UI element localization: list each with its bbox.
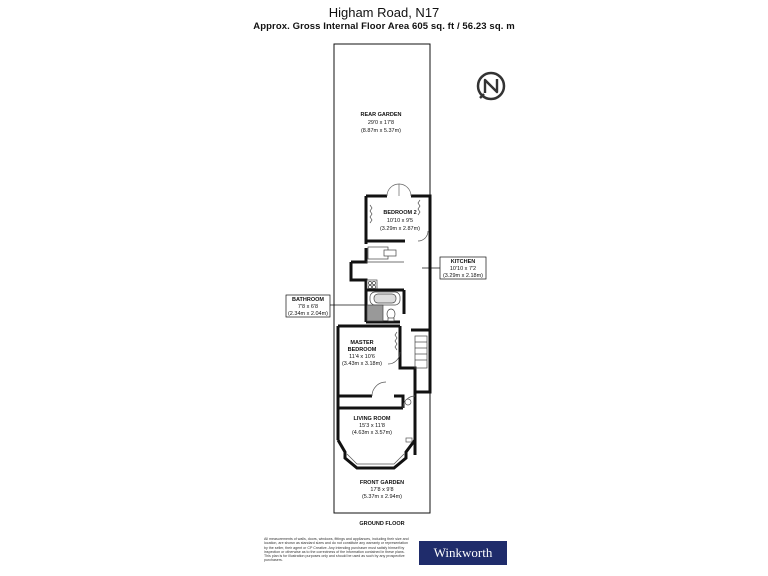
living-room-dims-imperial: 15'3 x 11'8 [359, 423, 385, 429]
north-arrow-icon [478, 73, 504, 99]
master-bedroom-name-line1: MASTER [350, 340, 374, 346]
rear-side-walls [415, 330, 430, 392]
kitchen-fixtures [366, 247, 404, 290]
plan-title: Higham Road, N17 [328, 5, 440, 20]
staircase [415, 336, 427, 368]
plan-subtitle: Approx. Gross Internal Floor Area 605 sq. ft / 56.23 sq. m [253, 21, 515, 32]
master-bedroom-walls [338, 326, 415, 408]
front-garden-dims-metric: (5.37m x 2.94m) [361, 494, 403, 500]
bedroom2-dims-imperial: 10'10 x 9'5 [386, 218, 414, 224]
bathroom-fixtures [367, 292, 400, 321]
front-garden-name: FRONT GARDEN [359, 480, 405, 486]
disclaimer-text: All measurements of walls, doors, windows, fittings and appliances, including their size and location, are shown as standard sizes and do not constitute any warranty or representation by the seller, their agent or CP Creative. Any intending purchaser must satisfy himself by inspection or otherwise as to the correctness of the information contained in these plans. This plan is for illustration purposes only and should be used as such by any prospective purchasers. [264, 537, 409, 563]
kitchen-name: KITCHEN [450, 259, 476, 265]
kitchen-dims-metric: (3.29m x 2.18m) [442, 273, 484, 279]
bathroom-dims-metric: (2.34m x 2.04m) [287, 311, 329, 317]
garden-doors [387, 184, 411, 196]
winkworth-logo: Winkworth [419, 541, 507, 565]
rear-garden-dims-imperial: 29'0 x 17'8 [367, 120, 395, 126]
master-bedroom-name-line2: BEDROOM [347, 347, 377, 353]
bedroom2-dims-metric: (3.29m x 2.87m) [379, 226, 421, 232]
kitchen-dims-imperial: 10'10 x 7'2 [449, 266, 477, 272]
front-garden-dims-imperial: 17'8 x 9'8 [370, 487, 394, 493]
bedroom2-name: BEDROOM 2 [383, 210, 417, 216]
bathroom-dims-imperial: 7'8 x 6'8 [297, 304, 319, 310]
master-bedroom-dims-metric: (3.43m x 3.18m) [341, 361, 383, 367]
floor-label: GROUND FLOOR [359, 521, 405, 527]
rear-garden-dims-metric: (8.87m x 5.37m) [360, 128, 402, 134]
living-room-name: LIVING ROOM [353, 416, 391, 422]
master-bedroom-dims-imperial: 11'4 x 10'6 [349, 354, 375, 360]
rear-garden-name: REAR GARDEN [360, 112, 402, 118]
bathroom-name: BATHROOM [292, 297, 324, 303]
living-room-dims-metric: (4.63m x 3.57m) [351, 430, 393, 436]
